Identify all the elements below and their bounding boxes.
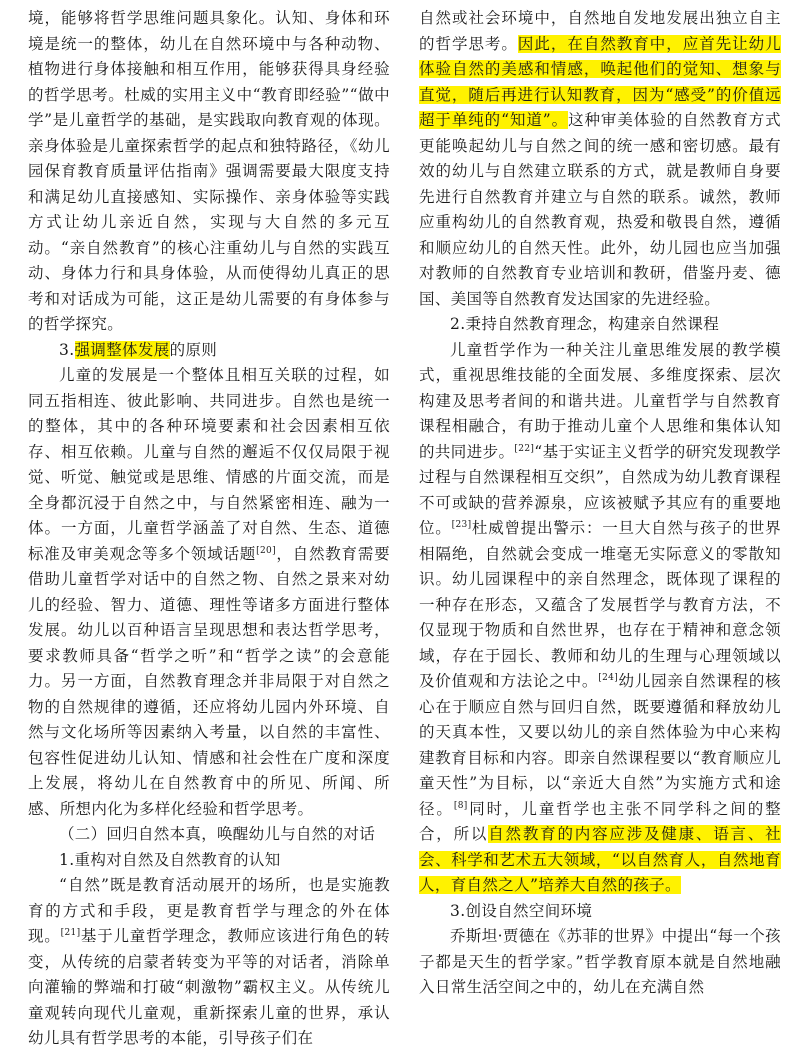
heading-holistic-principle [28,338,390,364]
citation-ref: [23] [451,519,472,530]
highlighted-text: 因此，在自然教育中，应首先让幼儿体验自然的美感和情感，唤起他们的觉知、想象与直觉，随后再进行认知教育，因为“感受”的价值远超于单纯的“知道”。 [419,34,781,129]
paragraph-text: 杜威曾提出警示：一旦大自然与孩子的世界相隔绝，自然就会变成一堆毫无实际意义的零散知识。幼儿园课程中的亲自然理念，既体现了课程的一种存在形态，又蕴含了发展哲学与教育方法，不仅显现于物质和自然世界，也存在于精神和意念领域，存在于园长、教师和幼儿的生理与心理领域以及价值观和方法论之中。 [419,519,782,690]
subheading-natural-space: 3.创设自然空间环境 [450,901,593,920]
citation-ref: [22] [514,443,535,454]
right-column [419,6,781,1001]
citation-ref: [24] [598,672,619,683]
paragraph-text: 这种审美体验的自然教育方式更能唤起幼儿与自然之间的统一感和密切感。最有效的幼儿与自然建立联系的方式，就是教师自身要先进行自然教育并建立与自然的联系。诚然，教师应重构幼儿的自然教育观，热爱和敬畏自然，遵循和顺应幼儿的自然天性。此外，幼儿园也应当加强对教师的自然教育专业培训和教研，借鉴丹麦、德国、美国等自然教育发达国家的先进经验。 [419,111,781,308]
paragraph-text: 儿童哲学作为一种关注儿童思维发展的教学模式，重视思维技能的全面发展、多维度探索、层次构建及思考者间的和谐共进。儿童哲学与自然教育课程相融合，有助于推动儿童个人思维和集体认知的共同进步。 [419,340,781,461]
section-heading-return-to-nature: （二）回归自然本真，唤醒幼儿与自然的对话 [59,825,376,843]
paragraph-sophies-world [419,924,781,1001]
citation-ref: [21] [60,927,81,938]
paragraph-text: ，自然教育需要借助儿童哲学对话中的自然之物、自然之景来对幼儿的经验、智力、道德、理性等诸多方面进行整体发展。幼儿以百种语言呈现思想和表达哲学思考，要求教师具备“哲学之听”和“哲学之读”的会意能力。另一方面，自然教育理念并非局限于对自然之物的自然规律的遵循，还应将幼儿园内外环境、自然与文化场所等因素纳入考量，以自然的丰富性、包容性促进幼儿认知、情感和社会性在广度和深度上发展，将幼儿在自然教育中的所见、所闻、所感、所想内化为多样化经验和哲学思考。 [28,544,390,818]
highlighted-text: 强调整体发展 [74,340,170,359]
paragraph-text: 自然或社会环境中，自然地自发地发展出独立自主的哲学思考。 [419,9,781,53]
heading-text: 的原则 [169,340,218,359]
heading-number: 3. [59,340,75,359]
paragraph-text: 基于儿童哲学理念，教师应该进行角色的转变，从传统的启蒙者转变为平等的对话者，消除单向灌输的弊端和打破“刺激物”霸权主义。从传统儿童观转向现代儿童观，重新探索儿童的世界，承认幼儿具有哲学思考的本能，引导孩子们在 [28,927,391,1047]
paragraph-text: 同时，儿童哲学也主张不同学科之间的整合，所以 [419,799,781,843]
citation-ref: [8] [453,800,468,811]
paragraph-nature-concept [28,873,390,1052]
citation-ref: [20] [256,545,276,556]
paragraph-text: 幼儿园亲自然课程的核心在于顺应自然与回归自然，既要遵循和释放幼儿的天真本性，又要以幼儿的亲自然体验为中心来构建教育目标和内容。即亲自然课程要以“教育顺应儿童天性”为目标，以“亲近大自然”为实施方式和途径。 [419,672,781,818]
paragraph-text: 儿童的发展是一个整体且相互关联的过程，如同五指相连、彼此影响、共同进步。自然也是统一的整体，其中的各种环境要素和社会因素相互依存、相互依赖。儿童与自然的邂逅不仅仅局限于视觉、听觉、触觉或是思维、情感的片面交流，而是全身都沉浸于自然之中，与自然紧密相连、融为一体。一方面，儿童哲学涵盖了对自然、生态、道德标准及审美观念等多个领域话题 [28,366,390,563]
paragraph-text: “自然”既是教育活动展开的场所，也是实施教育的方式和手段，更是教育哲学与理念的外在体现。 [28,876,390,945]
paragraph-curriculum-integration [419,338,781,899]
left-column [28,6,390,1052]
paragraph-text: 境，能够将哲学思维问题具象化。认知、身体和环境是统一的整体，幼儿在自然环境中与各种动物、植物进行身体接触和相互作用，能够获得具身经验的哲学思考。杜威的实用主义中“教育即经验”“做中学”是儿童哲学的基础，是实践取向教育观的体现。亲身体验是儿童探索哲学的起点和独特路径，《幼儿园保育教育质量评估指南》强调需要最大限度支持和满足幼儿直接感知、实际操作、亲身体验等实践方式让幼儿亲近自然，实现与大自然的多元互动。“亲自然教育”的核心注重幼儿与自然的实践互动、身体力行和具身体验，从而使得幼儿真正的思考和对话成为可能，这正是幼儿需要的有身体参与的哲学探究。 [28,9,390,333]
paragraph-text: “基于实证主义哲学的研究发现教学过程与自然课程相互交织”，自然成为幼儿教育课程不可或缺的营养源泉，应该被赋予其应有的重要地位。 [419,442,781,537]
paragraph-text: 乔斯坦·贾德在《苏菲的世界》中提出“每一个孩子都是天生的哲学家。”哲学教育原本就是自然地融入日常生活空间之中的，幼儿在充满自然 [419,927,781,996]
subheading-reconstruct-cognition: 1.重构对自然及自然教育的认知 [59,850,281,869]
paragraph-aesthetic-experience [419,6,781,312]
highlighted-text: 自然教育的内容应涉及健康、语言、社会、科学和艺术五大领域，“以自然育人，自然地育人，育自然之人”培养大自然的孩子。 [419,825,781,894]
paragraph-embodied-experience [28,6,390,338]
paragraph-holistic-development [28,363,390,822]
subheading-nature-curriculum: 2.秉持自然教育理念，构建亲自然课程 [450,315,720,333]
